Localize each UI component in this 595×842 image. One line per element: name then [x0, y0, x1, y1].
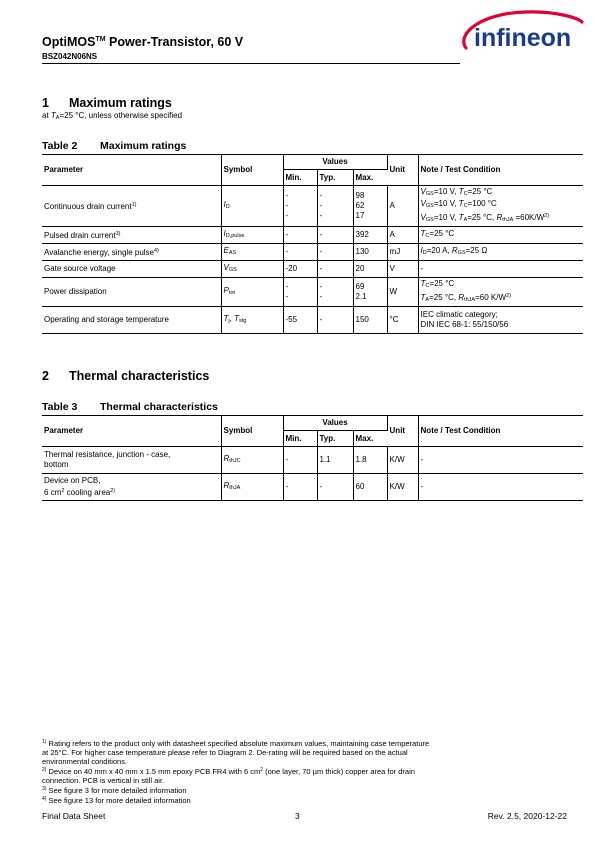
footnote-1-cont: at 25°C. For higher case temperature please refer to Diagram 2. De-rating will be required based on the actual: [42, 748, 408, 757]
param-continuous-drain-current: Continuous drain current$^{1)}$: [42, 186, 221, 227]
symbol-cell: VGS: [221, 261, 283, 278]
table-row: [42, 447, 583, 474]
document-title: OptiMOS™ Power-Transistor, 60 V: [42, 35, 244, 49]
param-avalanche-energy: Avalanche energy, single pulse$^{4)}$: [42, 244, 221, 261]
param-pulsed-drain-current: Pulsed drain current$^{3)}$: [42, 227, 221, 244]
table-3-caption: Table 3 Thermal characteristics: [42, 401, 218, 413]
header-note: Note / Test Condition: [418, 416, 583, 447]
footer-doc-type: Final Data Sheet: [42, 811, 106, 821]
max-cell: 60: [353, 474, 387, 501]
footnote-4: $^{4)}$ See figure 13 for more detailed information: [42, 796, 191, 805]
header-min: Min.: [283, 170, 317, 186]
header-max: Max.: [353, 170, 387, 186]
header-values: Values: [283, 155, 387, 170]
typ-cell: -: [317, 307, 353, 334]
header-unit: Unit: [387, 416, 418, 447]
header-values: Values: [283, 416, 387, 431]
header-max: Max.: [353, 431, 387, 447]
unit-cell: V: [387, 261, 418, 278]
unit-cell: K/W: [387, 474, 418, 501]
footnote-2: $^{2)}$ Device on 40 mm x 40 mm x 1.5 mm epoxy PCB FR4 with 6 $cm^2$ (one layer, 70 µm thick) copper area for drain: [42, 767, 415, 776]
symbol-cell: ID: [221, 186, 283, 227]
max-cell: 98 62 17: [353, 186, 387, 227]
param-operating-storage-temperature: Operating and storage temperature: [42, 307, 221, 334]
max-cell: 392: [353, 227, 387, 244]
symbol-cell: Tj, Tstg: [221, 307, 283, 334]
section-1-heading: 1 Maximum ratings: [42, 96, 172, 110]
symbol-cell: Ptot: [221, 278, 283, 307]
typ-cell: -: [317, 474, 353, 501]
header-parameter: Parameter: [42, 416, 221, 447]
max-cell: 1.8: [353, 447, 387, 474]
part-number: BSZ042N06NS: [42, 52, 98, 61]
unit-cell: mJ: [387, 244, 418, 261]
max-cell: 130: [353, 244, 387, 261]
header-symbol: Symbol: [221, 155, 283, 186]
table-row: [42, 244, 583, 261]
header-symbol: Symbol: [221, 416, 283, 447]
table-2-caption: Table 2 Maximum ratings: [42, 140, 187, 152]
typ-cell: -: [317, 261, 353, 278]
symbol-cell: ID,pulse: [221, 227, 283, 244]
header-parameter: Parameter: [42, 155, 221, 186]
unit-cell: K/W: [387, 447, 418, 474]
thermal-characteristics-table: [42, 415, 583, 501]
note-cell: IEC climatic category; DIN IEC 68-1: 55/150/56: [418, 307, 583, 334]
min-cell: -: [283, 244, 317, 261]
table-row: [42, 278, 583, 307]
unit-cell: °C: [387, 307, 418, 334]
table-row: [42, 186, 583, 227]
footnotes: [42, 738, 522, 805]
max-cell: 20: [353, 261, 387, 278]
min-cell: -55: [283, 307, 317, 334]
note-cell: -: [418, 261, 583, 278]
note-cell: -: [418, 447, 583, 474]
max-cell: 150: [353, 307, 387, 334]
param-thermal-resistance-junction-case: Thermal resistance, junction - case, bottom: [42, 447, 221, 474]
typ-cell: - - -: [317, 186, 353, 227]
maximum-ratings-table: [42, 154, 583, 334]
unit-cell: A: [387, 186, 418, 227]
footnote-1: $^{1)}$ Rating refers to the product only with datasheet specified absolute maximum values, maintaining case temperature: [42, 739, 430, 748]
table-row: [42, 261, 583, 278]
note-cell: VGS=10 V, TC=25 °C VGS=10 V, TC=100 °C VGS=10 V, TA=25 °C, RthJA $=60K/W^{2)}$: [418, 186, 583, 227]
param-device-on-pcb: Device on PCB, 6 $cm^2$ cooling area$^{2)}$: [42, 474, 221, 501]
symbol-cell: EAS: [221, 244, 283, 261]
min-cell: - -: [283, 278, 317, 307]
typ-cell: -: [317, 244, 353, 261]
header-unit: Unit: [387, 155, 418, 186]
symbol-cell: RthJC: [221, 447, 283, 474]
param-power-dissipation: Power dissipation: [42, 278, 221, 307]
header-typ: Typ.: [317, 170, 353, 186]
min-cell: -20: [283, 261, 317, 278]
footer-page-number: 3: [295, 811, 300, 821]
header-note: Note / Test Condition: [418, 155, 583, 186]
min-cell: - - -: [283, 186, 317, 227]
min-cell: -: [283, 474, 317, 501]
footnote-2-cont: connection. PCB is vertical in still air.: [42, 776, 165, 785]
note-cell: TC=25 °C: [418, 227, 583, 244]
footnote-1-cont: environmental conditions.: [42, 757, 128, 766]
typ-cell: - -: [317, 278, 353, 307]
table-row: [42, 474, 583, 501]
header-typ: Typ.: [317, 431, 353, 447]
typ-cell: -: [317, 227, 353, 244]
footnote-3: $^{3)}$ See figure 3 for more detailed information: [42, 786, 187, 795]
max-cell: 69 2.1: [353, 278, 387, 307]
note-cell: ID=20 A, RGS=25 Ω: [418, 244, 583, 261]
note-cell: TC=25 °C TA=25 °C, RthJA=60 $K/W^{2)}$: [418, 278, 583, 307]
param-gate-source-voltage: Gate source voltage: [42, 261, 221, 278]
min-cell: -: [283, 227, 317, 244]
footer-revision: Rev. 2.5, 2020-12-22: [487, 811, 567, 821]
table-row: [42, 227, 583, 244]
logo-wordmark: infineon: [474, 24, 572, 52]
header-rule: [42, 63, 460, 64]
section-1-conditions: at TA=25 °C, unless otherwise specified: [42, 111, 183, 121]
section-2-heading: 2 Thermal characteristics: [42, 369, 210, 383]
infineon-logo: [456, 10, 584, 60]
unit-cell: A: [387, 227, 418, 244]
typ-cell: 1.1: [317, 447, 353, 474]
unit-cell: W: [387, 278, 418, 307]
note-cell: -: [418, 474, 583, 501]
header-min: Min.: [283, 431, 317, 447]
min-cell: -: [283, 447, 317, 474]
symbol-cell: RthJA: [221, 474, 283, 501]
table-row: [42, 307, 583, 334]
